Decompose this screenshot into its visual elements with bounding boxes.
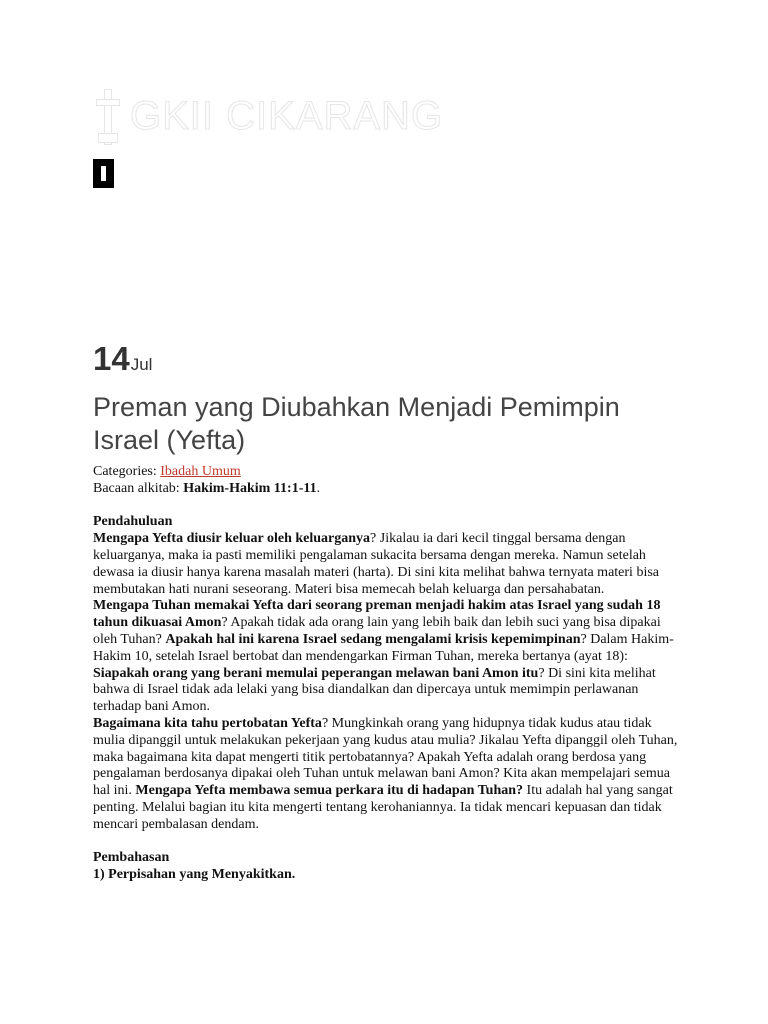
discussion-heading <box>93 850 683 867</box>
p2-text-1: ? Apakah tidak ada orang lain yang lebih baik dan lebih suci yang bisa dipakai oleh Tuhan? <box>93 615 661 647</box>
reading-reference: Hakim-Hakim 11:1-11 <box>183 480 317 496</box>
menu-icon <box>101 166 106 181</box>
paragraph-3 <box>93 716 683 834</box>
post-date <box>93 340 152 378</box>
post-title: Preman yang Diubahkan Menjadi Pemimpin Israel (Yefta) <box>93 392 620 455</box>
p3-bold-1: Bagaimana kita tahu pertobatan Yefta <box>93 715 322 731</box>
paragraph-1 <box>93 531 683 598</box>
point-1 <box>93 867 683 884</box>
post-reading <box>93 481 683 498</box>
p2-text-3: ? Di sini kita melihat bahwa di Israel tidak ada lelaki yang bisa diandalkan dan dipercaya untuk memimpin perlawanan terhadap bani Amon. <box>93 665 656 715</box>
post-categories <box>93 464 683 481</box>
categories-label: Categories: <box>93 464 161 479</box>
category-link[interactable]: Ibadah Umum <box>160 464 241 479</box>
p3-text-1: ? Mungkinkah orang yang hidupnya tidak kudus atau tidak mulia dipanggil untuk melakukan pekerjaan yang kudus atau mulia? Jikalau Yefta dipanggil oleh Tuhan, maka bagaimana kita dapat mengerti titik pertobatannya? Apakah Yefta adalah orang berdosa yang pengalaman berdosanya dipakai oleh Tuhan untuk melawan bani Amon? Kita akan mempelajari semua hal ini. <box>93 715 678 799</box>
p3-text-2: Itu adalah hal yang sangat penting. Melalui bagian itu kita mengerti tentang kerohaniannya. Ia tidak mencari kepuasan dan tidak mencari pembalasan dendam. <box>93 783 673 832</box>
post-date-month: Jul <box>130 355 153 374</box>
menu-toggle-button[interactable] <box>93 159 114 188</box>
post-date-day: 14 <box>93 340 130 377</box>
p3-bold-2: Mengapa Yefta membawa semua perkara itu di hadapan Tuhan? <box>135 783 524 799</box>
p2-bold-2: Apakah hal ini karena Israel sedang mengalami krisis kepemimpinan <box>165 631 581 647</box>
site-logo[interactable] <box>94 88 443 144</box>
p1-text-1: ? Jikalau ia dari kecil tinggal bersama dengan keluarganya, maka ia pasti memiliki pengalaman sukacita bersama dengan mereka. Namun setelah dewasa ia diusir hanya karena masalah materi (harta). Di sini kita melihat bahwa ternyata materi bisa membutakan hati nurani seseorang. Materi bisa memecah belah keluarga dan persahabatan. <box>93 531 659 597</box>
logo-mark-icon <box>94 89 120 143</box>
p2-bold-1: Mengapa Tuhan memakai Yefta dari seorang preman menjadi hakim atas Israel yang sudah 18 tahun dikuasai Amon <box>93 598 661 631</box>
p1-bold-1: Mengapa Yefta diusir keluar oleh keluarganya <box>93 531 371 547</box>
discussion-heading-text: Pembahasan <box>93 850 170 866</box>
logo-text: GKII CIKARANG <box>130 93 444 138</box>
post-content <box>93 464 683 884</box>
reading-end: . <box>316 480 321 496</box>
p2-text-2: ? Dalam Hakim-Hakim 10, setelah Israel bertobat dan mendengarkan Firman Tuhan, mereka bertanya (ayat 18): <box>93 631 674 664</box>
intro-heading-text: Pendahuluan <box>93 514 173 530</box>
reading-label: Bacaan alkitab: <box>93 480 184 496</box>
point-1-text: 1) Perpisahan yang Menyakitkan. <box>93 867 296 883</box>
p2-bold-3: Siapakah orang yang berani memulai peperangan melawan bani Amon itu <box>93 665 539 681</box>
paragraph-2 <box>93 598 683 716</box>
intro-heading <box>93 514 683 531</box>
